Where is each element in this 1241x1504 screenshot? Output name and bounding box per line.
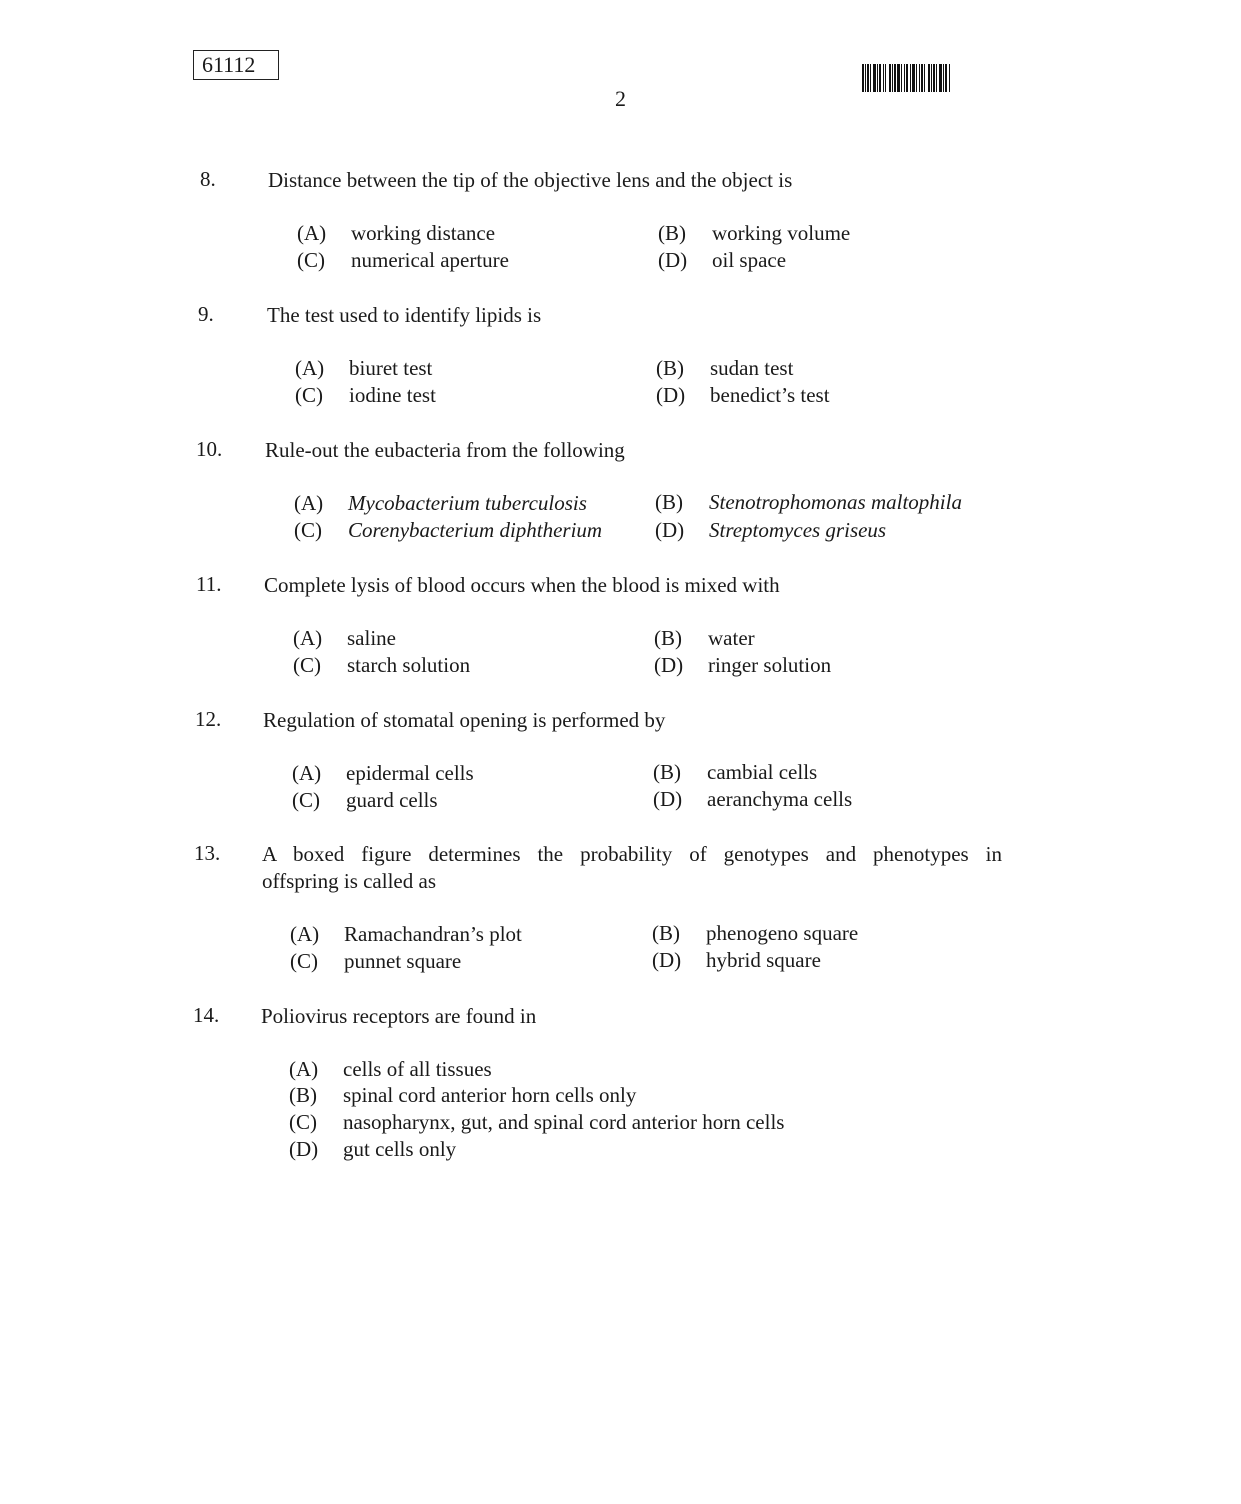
option-b — [655, 490, 962, 515]
option-text: Corenybacterium diphtherium — [348, 518, 603, 542]
question-paper-code: 61112 — [193, 50, 279, 80]
option-label: (A) — [292, 761, 322, 785]
option-text: guard cells — [346, 788, 438, 812]
question-number: 11. — [196, 572, 222, 596]
option-text: gut cells only — [343, 1137, 457, 1161]
option-b — [653, 760, 817, 785]
question-stem: Complete lysis of blood occurs when the blood is mixed with — [264, 573, 780, 597]
option-b — [289, 1083, 636, 1108]
option-a — [292, 761, 474, 786]
option-text: cells of all tissues — [343, 1057, 492, 1081]
option-label: (C) — [295, 383, 323, 407]
option-b — [656, 356, 793, 381]
question-stem: Regulation of stomatal opening is performed by — [263, 708, 666, 732]
option-d — [654, 653, 831, 678]
option-label: (B) — [289, 1083, 317, 1107]
option-c — [289, 1110, 784, 1135]
question-stem: The test used to identify lipids is — [267, 303, 542, 327]
option-label: (C) — [289, 1110, 317, 1134]
option-a — [294, 491, 587, 516]
option-text: phenogeno square — [706, 921, 859, 945]
option-d — [652, 948, 821, 973]
option-label: (A) — [293, 626, 323, 650]
option-text: sudan test — [710, 356, 794, 380]
question-stem: Rule-out the eubacteria from the following — [265, 438, 625, 462]
option-b — [658, 221, 850, 246]
option-a — [290, 922, 522, 947]
option-label: (C) — [294, 518, 322, 542]
option-text: oil space — [712, 248, 787, 272]
option-c — [294, 518, 602, 543]
option-label: (D) — [654, 653, 684, 677]
option-c — [295, 383, 436, 408]
option-text: working volume — [712, 221, 851, 245]
option-label: (D) — [289, 1137, 319, 1161]
option-text: hybrid square — [706, 948, 821, 972]
option-text: Stenotrophomonas maltophila — [709, 490, 962, 514]
option-text: Mycobacterium tuberculosis — [348, 491, 587, 515]
question-number: 13. — [194, 841, 221, 865]
option-text: Streptomyces griseus — [709, 518, 887, 542]
question-stem-line-1: A boxed figure determines the probability of genotypes and phenotypes in — [262, 842, 1002, 866]
option-text: spinal cord anterior horn cells only — [343, 1083, 637, 1107]
option-c — [297, 248, 509, 273]
question-number: 12. — [195, 707, 222, 731]
option-text: ringer solution — [708, 653, 832, 677]
option-label: (C) — [293, 653, 321, 677]
option-text: starch solution — [347, 653, 471, 677]
option-text: Ramachandran’s plot — [344, 922, 522, 946]
option-label: (B) — [658, 221, 686, 245]
page-number: 2 — [615, 86, 626, 111]
option-text: punnet square — [344, 949, 462, 973]
option-b — [652, 921, 858, 946]
option-label: (A) — [294, 491, 324, 515]
option-text: epidermal cells — [346, 761, 474, 785]
option-label: (D) — [653, 787, 683, 811]
option-text: iodine test — [349, 383, 436, 407]
option-label: (B) — [656, 356, 684, 380]
option-text: numerical aperture — [351, 248, 509, 272]
option-text: water — [708, 626, 755, 650]
option-a — [289, 1057, 492, 1082]
option-b — [654, 626, 755, 651]
question-number: 8. — [200, 167, 216, 191]
option-c — [290, 949, 461, 974]
option-text: saline — [347, 626, 396, 650]
option-text: working distance — [351, 221, 496, 245]
option-text: biuret test — [349, 356, 433, 380]
option-a — [293, 626, 396, 651]
option-label: (B) — [654, 626, 682, 650]
option-c — [292, 788, 438, 813]
option-text: cambial cells — [707, 760, 818, 784]
option-c — [293, 653, 470, 678]
option-d — [656, 383, 830, 408]
option-d — [653, 787, 852, 812]
option-label: (A) — [290, 922, 320, 946]
option-label: (B) — [652, 921, 680, 945]
option-label: (A) — [289, 1057, 319, 1081]
option-a — [297, 221, 495, 246]
option-label: (B) — [653, 760, 681, 784]
question-number: 14. — [193, 1003, 220, 1027]
question-stem-line-2: offspring is called as — [262, 869, 436, 893]
question-stem: Distance between the tip of the objective lens and the object is — [268, 168, 793, 192]
option-label: (A) — [295, 356, 325, 380]
option-label: (D) — [655, 518, 685, 542]
option-label: (C) — [290, 949, 318, 973]
option-text: benedict’s test — [710, 383, 830, 407]
option-label: (A) — [297, 221, 327, 245]
question-stem: Poliovirus receptors are found in — [261, 1004, 537, 1028]
option-label: (C) — [292, 788, 320, 812]
question-number: 9. — [198, 302, 214, 326]
option-text: aeranchyma cells — [707, 787, 853, 811]
option-a — [295, 356, 432, 381]
option-label: (D) — [658, 248, 688, 272]
question-number: 10. — [196, 437, 223, 461]
option-d — [655, 518, 886, 543]
option-d — [658, 248, 786, 273]
option-label: (D) — [656, 383, 686, 407]
option-label: (D) — [652, 948, 682, 972]
option-d — [289, 1137, 456, 1162]
option-text: nasopharynx, gut, and spinal cord anterior horn cells — [343, 1110, 785, 1134]
option-label: (B) — [655, 490, 683, 514]
option-label: (C) — [297, 248, 325, 272]
